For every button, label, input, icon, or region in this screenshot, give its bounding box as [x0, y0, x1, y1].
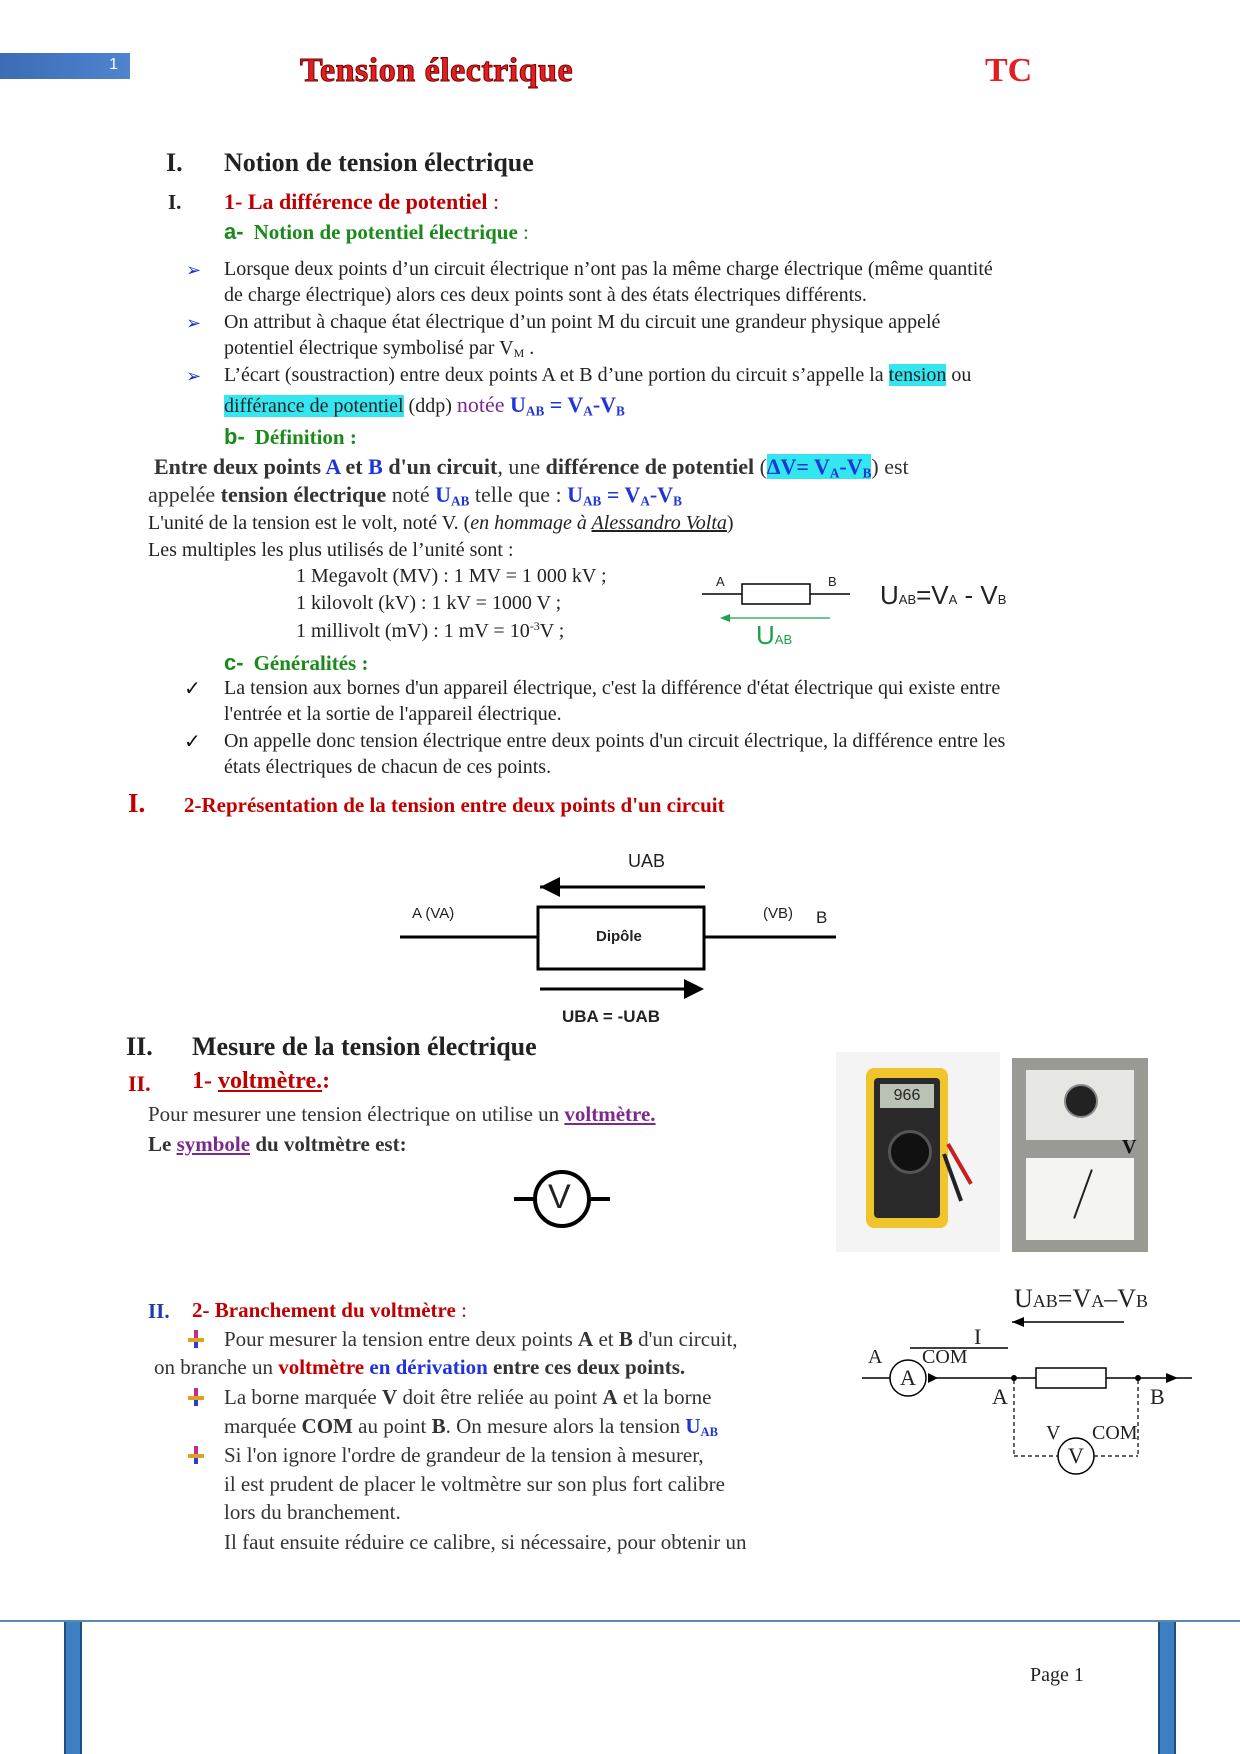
voltmeter-symbol-v: V	[548, 1178, 571, 1216]
circuit-diagram	[862, 1286, 1202, 1490]
text: -V	[839, 454, 863, 479]
text: A	[602, 1385, 618, 1409]
page-number-tab	[0, 53, 130, 79]
circuit-a-left: A	[868, 1346, 883, 1368]
multimeter-dial	[888, 1130, 932, 1174]
s2-line6: il est prudent de placer le voltmètre sur son plus fort calibre	[224, 1472, 725, 1496]
subscript: A	[1091, 1291, 1105, 1311]
c-bullet1-line1: La tension aux bornes d'un appareil électrique, c'est la différence d'état électrique qui existe entre	[224, 677, 1001, 699]
formula: U	[510, 392, 526, 417]
a-letter: a-	[224, 219, 244, 244]
page-number-tab-label: 1	[109, 56, 118, 73]
analog-knob	[1064, 1084, 1098, 1118]
subscript: AB	[898, 592, 917, 607]
subscript: AB	[700, 1425, 719, 1440]
fig-b-label: B	[828, 574, 837, 589]
subscript: B	[862, 465, 872, 481]
text: doit être reliée au point	[397, 1385, 603, 1409]
arrow-bullet-icon: ➢	[186, 260, 202, 280]
fig-a-label: A	[716, 574, 725, 589]
circuit-current-i: I	[974, 1324, 982, 1349]
text: marquée	[224, 1414, 302, 1438]
text: 2- Branchement du voltmètre	[192, 1298, 456, 1322]
display-value: 966	[893, 1087, 921, 1104]
subscript: B	[997, 592, 1007, 607]
circuit-com1: COM	[922, 1346, 968, 1368]
voltmetre-link[interactable]: voltmètre.	[218, 1068, 323, 1094]
s2-p1	[148, 1102, 656, 1127]
s2-sub2-heading	[192, 1298, 467, 1323]
multimeter-display	[880, 1084, 934, 1108]
b-heading	[224, 424, 357, 450]
a-bullet3-line1	[224, 364, 971, 387]
multiple-kv: 1 kilovolt (kV) : 1 kV = 1000 V ;	[296, 592, 562, 614]
s2-bullet1	[224, 1327, 738, 1352]
arrow-bullet-icon: ➢	[186, 313, 202, 333]
sub1-num: I.	[168, 190, 182, 214]
voltmetre-link[interactable]: voltmètre.	[564, 1102, 656, 1126]
sub2-num: I.	[128, 788, 146, 818]
analog-voltmeter-photo	[1012, 1058, 1148, 1252]
text: Pour mesurer une tension électrique on utilise un	[148, 1102, 565, 1126]
text: différence de potentiel	[545, 454, 755, 479]
s2-p2	[148, 1132, 407, 1157]
text: A	[578, 1327, 594, 1351]
circuit-node-b: B	[1150, 1384, 1165, 1409]
text: La borne marquée	[224, 1385, 383, 1409]
c-title: Généralités :	[253, 651, 369, 675]
check-bullet-icon: ✓	[184, 678, 201, 700]
footer-page-number: Page 1	[1030, 1664, 1084, 1686]
c-heading	[224, 650, 368, 676]
text: en dérivation	[369, 1355, 488, 1379]
text: du voltmètre est:	[250, 1132, 407, 1156]
subscript: M	[513, 346, 525, 360]
text: (ddp)	[403, 395, 457, 417]
circuit-v-label: V	[1046, 1422, 1061, 1444]
text: V	[382, 1385, 398, 1409]
text: COM	[301, 1414, 353, 1438]
a-colon: :	[517, 220, 529, 244]
arrow-bullet-icon: ➢	[186, 366, 202, 386]
text: entre ces deux points.	[487, 1355, 686, 1379]
unit-line	[148, 512, 734, 535]
text: B	[618, 1327, 633, 1351]
dipole-figure	[400, 845, 850, 1030]
subscript: B	[1136, 1291, 1149, 1311]
section2-title: Mesure de la tension électrique	[192, 1032, 537, 1061]
formula: -V	[592, 392, 617, 417]
s2-sub2-num: II.	[148, 1299, 170, 1323]
pushpin-bullet-icon	[188, 1446, 204, 1464]
text: on branche un	[154, 1355, 279, 1379]
text: notée	[456, 392, 511, 417]
voltmeter-symbol	[514, 1164, 610, 1234]
s2-line7: lors du branchement.	[224, 1500, 401, 1524]
formula: -V	[649, 482, 674, 507]
text: et	[340, 454, 369, 479]
multimeter-photo	[836, 1052, 1000, 1252]
b-label: B	[816, 908, 828, 927]
text: tension électrique	[220, 482, 387, 507]
text: potentiel électrique symbolisé par V	[224, 337, 514, 359]
analog-v-label: V	[1122, 1136, 1137, 1158]
subscript: AB	[774, 632, 793, 647]
definition-line2	[148, 482, 682, 509]
definition-line1	[154, 454, 909, 481]
text: U	[756, 620, 775, 650]
s2-line4	[224, 1414, 718, 1440]
check-bullet-icon: ✓	[184, 731, 201, 753]
subscript: A	[640, 493, 650, 509]
circuit-node-a: A	[992, 1384, 1008, 1409]
level-label: TC	[985, 52, 1033, 89]
s2-sub1-num: II.	[128, 1071, 151, 1096]
pushpin-bullet-icon	[188, 1388, 204, 1406]
a-bullet2-line1: On attribut à chaque état électrique d’un point M du circuit une grandeur physique appelé	[224, 311, 941, 333]
vb-label: (VB)	[763, 905, 793, 922]
text: U	[880, 580, 899, 610]
ammeter-symbol: A	[900, 1365, 916, 1390]
multiples-intro: Les multiples les plus utilisés de l’unité sont :	[148, 539, 514, 561]
text: V ;	[539, 620, 565, 643]
text: L’écart (soustraction) entre deux points A et B d’une portion du circuit s’appelle la	[224, 364, 889, 386]
sub1-title: 1- La différence de potentiel	[224, 189, 488, 214]
s2-bullet2	[224, 1385, 712, 1410]
sub2-title: 2-Représentation de la tension entre deux points d'un circuit	[184, 793, 725, 817]
text: ) est	[871, 454, 909, 479]
text: appelée	[148, 482, 221, 507]
a-heading	[224, 219, 529, 245]
fig-u-label	[756, 620, 792, 651]
text: noté	[386, 482, 436, 507]
text: voltmètre	[278, 1355, 365, 1379]
s2-line8: Il faut ensuite réduire ce calibre, si nécessaire, pour obtenir un	[224, 1530, 747, 1554]
circuit-formula	[1014, 1284, 1148, 1314]
text: U	[435, 482, 452, 507]
text: B	[431, 1414, 446, 1438]
text: telle que :	[469, 482, 568, 507]
section1-title: Notion de tension électrique	[224, 148, 534, 177]
formula: U	[567, 482, 584, 507]
footer-bar-left	[64, 1622, 82, 1754]
c-bullet2-line1: On appelle donc tension électrique entre deux points d'un circuit électrique, la différence entre les	[224, 730, 1006, 752]
volta-link[interactable]: Alessandro Volta	[591, 512, 727, 534]
text: 1 millivolt (mV) : 1 mV = 10	[296, 620, 530, 643]
text: , une	[497, 454, 546, 479]
text: 1-	[192, 1068, 218, 1094]
text: ∆V= V	[766, 454, 830, 479]
text: )	[726, 512, 734, 534]
text: d'un circuit	[382, 454, 498, 479]
highlight-ddp: différance de potentiel	[224, 395, 404, 417]
page-title: Tension électrique	[300, 52, 574, 89]
a-va-label: A (VA)	[412, 905, 455, 922]
uab-figure	[700, 570, 1060, 650]
text: B	[368, 454, 383, 479]
text: . On mesure alors la tension	[445, 1414, 686, 1438]
text: d'un circuit,	[632, 1327, 738, 1351]
text: =V	[916, 580, 949, 610]
sub1-colon: :	[487, 189, 500, 214]
voltmeter-circuit-symbol: V	[1068, 1443, 1084, 1468]
a-bullet1-line1: Lorsque deux points d’un circuit électrique n’ont pas la même charge électrique (même quantité	[224, 258, 993, 280]
subscript: A	[829, 465, 840, 481]
pushpin-bullet-icon	[188, 1330, 204, 1348]
multiple-mv: 1 Megavolt (MV) : 1 MV = 1 000 kV ;	[296, 565, 607, 587]
superscript: -3	[529, 619, 540, 633]
text: Pour mesurer la tension entre deux points	[224, 1327, 579, 1351]
subscript: A	[948, 592, 958, 607]
subscript: AB	[1032, 1291, 1058, 1311]
text: U	[685, 1414, 701, 1438]
b-title: Définition :	[254, 425, 357, 449]
a-bullet1-line2: de charge électrique) alors ces deux points sont à des états électriques différents.	[224, 284, 867, 306]
text: Le	[148, 1132, 177, 1156]
dipole-label: Dipôle	[596, 928, 642, 945]
s2-line2	[154, 1355, 685, 1380]
formula: = V	[601, 482, 641, 507]
text: :	[455, 1298, 467, 1322]
subscript: AB	[525, 403, 545, 419]
text: :	[322, 1068, 331, 1094]
c-bullet2-line2: états électriques de chacun de ces points.	[224, 756, 552, 778]
subscript: A	[583, 403, 593, 419]
s2-sub1-heading	[192, 1068, 330, 1095]
uab-label: UAB	[628, 851, 666, 871]
text: A	[325, 454, 341, 479]
subscript: B	[673, 493, 682, 509]
text: au point	[352, 1414, 432, 1438]
circuit-com2: COM	[1092, 1422, 1138, 1444]
a-title: Notion de potentiel électrique	[253, 220, 518, 244]
fig-formula	[880, 580, 1006, 611]
sub1-heading	[224, 189, 499, 215]
formula: = V	[544, 392, 584, 417]
text: L'unité de la tension est le volt, noté V. (	[148, 512, 471, 534]
text: –V	[1104, 1284, 1137, 1313]
c-bullet1-line2: l'entrée et la sortie de l'appareil électrique.	[224, 703, 562, 725]
highlight-tension: tension	[888, 364, 947, 386]
symbole-link[interactable]: symbole	[176, 1132, 251, 1156]
text: =V	[1057, 1284, 1092, 1313]
a-bullet3-line2	[224, 392, 625, 419]
text: U	[1014, 1284, 1033, 1313]
text: Entre deux points	[154, 454, 326, 479]
c-letter: c-	[224, 650, 244, 675]
section1-num: I.	[166, 148, 183, 177]
text: .	[524, 337, 535, 359]
subscript: AB	[583, 493, 602, 509]
uba-label: UBA = -UAB	[562, 1007, 661, 1026]
multiple-milli	[296, 619, 564, 643]
text: ou	[946, 364, 972, 386]
text: (	[754, 454, 767, 479]
footer-line	[0, 1620, 1240, 1622]
text: en hommage à	[470, 512, 592, 534]
a-bullet2-line2	[224, 337, 534, 361]
footer-bar-right	[1158, 1622, 1176, 1754]
subscript: AB	[451, 493, 470, 509]
text: - V	[957, 580, 998, 610]
b-letter: b-	[224, 424, 245, 449]
s2-bullet3: Si l'on ignore l'ordre de grandeur de la tension à mesurer,	[224, 1443, 704, 1467]
text: et la borne	[617, 1385, 712, 1409]
section2-num: II.	[126, 1032, 153, 1061]
subscript: B	[616, 403, 625, 419]
text: et	[593, 1327, 619, 1351]
